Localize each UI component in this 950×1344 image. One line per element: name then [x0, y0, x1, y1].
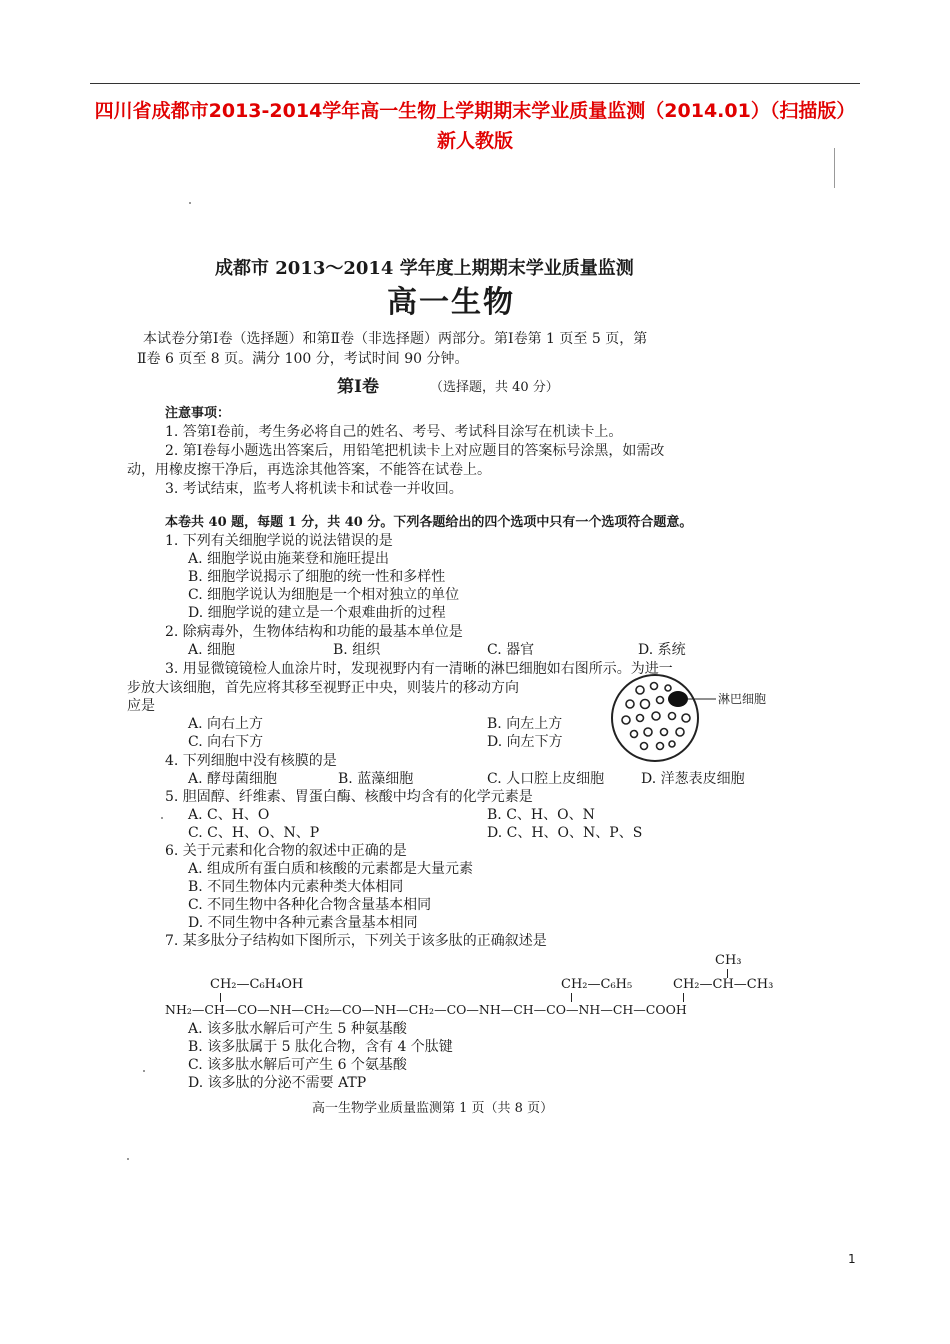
q5-option-b: B. C、H、O、N: [487, 807, 595, 823]
q3-option-c: C. 向右下方: [188, 734, 264, 750]
q2-option-a: A. 细胞: [188, 642, 236, 658]
intro-line-1: 本试卷分第Ⅰ卷（选择题）和第Ⅱ卷（非选择题）两部分。第Ⅰ卷第 1 页至 5 页，第: [143, 331, 648, 347]
question-4: 4. 下列细胞中没有核膜的是: [165, 753, 337, 769]
instructions: 本卷共 40 题，每题 1 分，共 40 分。下列各题给出的四个选项中只有一个选项符合题意。: [165, 515, 693, 530]
question-6: 6. 关于元素和化合物的叙述中正确的是: [165, 843, 407, 859]
microscope-field-diagram: [610, 672, 800, 764]
q4-option-a: A. 酵母菌细胞: [188, 771, 278, 787]
q1-option-d: D. 细胞学说的建立是一个艰难曲折的过程: [188, 605, 446, 621]
formula-side-chain-3: CH₂—CH—CH₃: [673, 977, 774, 992]
notice-2a: 2. 第Ⅰ卷每小题选出答案后，用铅笔把机读卡上对应题目的答案标号涂黑，如需改: [165, 443, 665, 459]
q1-option-c: C. 细胞学说认为细胞是一个相对独立的单位: [188, 587, 460, 603]
question-7: 7. 某多肽分子结构如下图所示，下列关于该多肽的正确叙述是: [165, 933, 547, 949]
scan-speck: [127, 1158, 129, 1160]
formula-side-chain-2: CH₂—C₆H₅: [561, 977, 633, 992]
microscope-field-circle: [612, 675, 698, 761]
question-3-line-1: 3. 用显微镜镜检人血涂片时，发现视野内有一清晰的淋巴细胞如右图所示。为进一: [165, 661, 673, 677]
notice-2b: 动，用橡皮擦干净后，再选涂其他答案，不能答在试卷上。: [127, 462, 491, 478]
q6-option-b: B. 不同生物体内元素种类大体相同: [188, 879, 404, 895]
q7-option-c: C. 该多肽水解后可产生 6 个氨基酸: [188, 1057, 407, 1073]
q3-option-d: D. 向左下方: [487, 734, 563, 750]
scan-speck: [189, 202, 191, 204]
q7-option-b: B. 该多肽属于 5 肽化合物，含有 4 个肽键: [188, 1039, 453, 1055]
section-note: （选择题，共 40 分）: [430, 380, 559, 395]
question-3-line-3: 应是: [127, 698, 155, 714]
q4-option-d: D. 洋葱表皮细胞: [641, 771, 745, 787]
q2-option-d: D. 系统: [638, 642, 686, 658]
header-rule: [90, 83, 860, 84]
q2-option-c: C. 器官: [487, 642, 535, 658]
q2-option-b: B. 组织: [333, 642, 381, 658]
q3-option-b: B. 向左上方: [487, 716, 563, 732]
q4-option-c: C. 人口腔上皮细胞: [487, 771, 605, 787]
scan-speck: [161, 817, 163, 819]
section-title: 第Ⅰ卷: [337, 377, 379, 397]
q5-option-c: C. C、H、O、N、P: [188, 825, 320, 841]
question-1: 1. 下列有关细胞学说的说法错误的是: [165, 533, 393, 549]
question-3-line-2: 步放大该细胞，首先应将其移至视野正中央，则装片的移动方向: [127, 680, 519, 696]
lymphocyte-label: 淋巴细胞: [718, 692, 767, 706]
notice-1: 1. 答第Ⅰ卷前，考生务必将自己的姓名、考号、考试科目涂写在机读卡上。: [165, 424, 623, 440]
scanned-exam-page: [125, 180, 805, 1180]
q5-option-d: D. C、H、O、N、P、S: [487, 825, 643, 841]
formula-main-chain: NH₂—CH—CO—NH—CH₂—CO—NH—CH₂—CO—NH—CH—CO—NH—CH—COOH: [165, 1002, 687, 1017]
lymphocyte-cell: [668, 691, 688, 707]
q6-option-d: D. 不同生物中各种元素含量基本相同: [188, 915, 418, 931]
q4-option-b: B. 蓝藻细胞: [338, 771, 414, 787]
q3-option-a: A. 向右上方: [188, 716, 264, 732]
q1-option-b: B. 细胞学说揭示了细胞的统一性和多样性: [188, 569, 446, 585]
scan-speck: [143, 1070, 145, 1072]
page-number: 1: [848, 1252, 856, 1266]
subject-title: 高一生物: [387, 285, 515, 320]
question-5: 5. 胆固醇、纤维素、胃蛋白酶、核酸中均含有的化学元素是: [165, 789, 533, 805]
notice-title: 注意事项：: [165, 406, 231, 421]
q6-option-a: A. 组成所有蛋白质和核酸的元素都是大量元素: [188, 861, 474, 877]
notice-3: 3. 考试结束，监考人将机读卡和试卷一并收回。: [165, 481, 463, 497]
intro-line-2: Ⅱ卷 6 页至 8 页。满分 100 分，考试时间 90 分钟。: [137, 351, 469, 367]
q7-option-d: D. 该多肽的分泌不需要 ATP: [188, 1075, 367, 1091]
scan-page-footer: 高一生物学业质量监测第 1 页（共 8 页）: [312, 1101, 554, 1116]
formula-side-chain-1: CH₂—C₆H₄OH: [210, 977, 304, 992]
q1-option-a: A. 细胞学说由施莱登和施旺提出: [188, 551, 390, 567]
q7-option-a: A. 该多肽水解后可产生 5 种氨基酸: [188, 1021, 407, 1037]
document-title: 四川省成都市2013-2014学年高一生物上学期期末学业质量监测（2014.01）（扫描版）新人教版: [94, 100, 856, 152]
exam-title: 成都市 2013～2014 学年度上期期末学业质量监测: [215, 258, 634, 279]
q5-option-a: A. C、H、O: [188, 807, 270, 823]
q6-option-c: C. 不同生物中各种化合物含量基本相同: [188, 897, 432, 913]
formula-top-ch3: CH₃: [715, 953, 742, 968]
question-2: 2. 除病毒外，生物体结构和功能的最基本单位是: [165, 624, 463, 640]
scan-edge-mark: [834, 148, 835, 188]
